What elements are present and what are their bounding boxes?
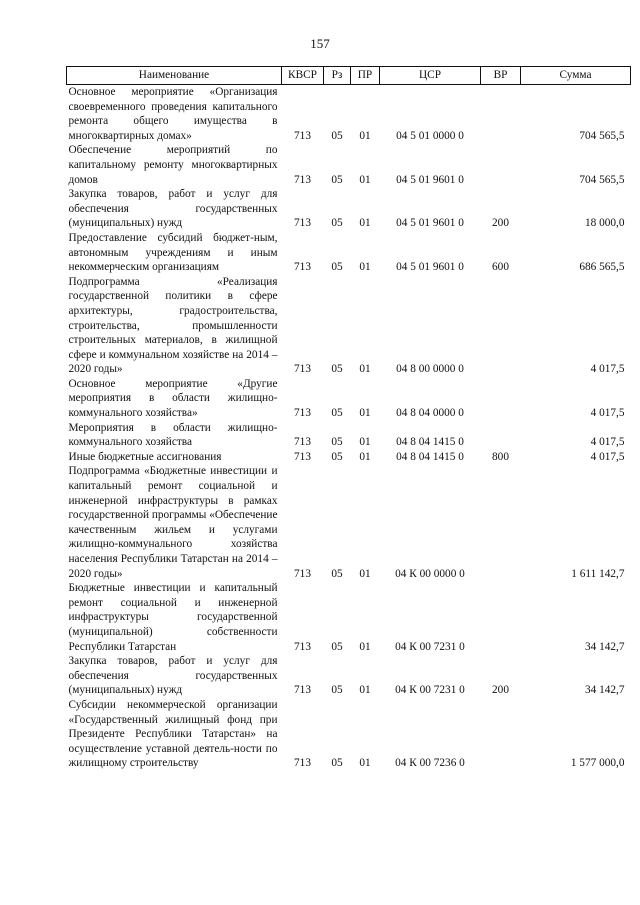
row-pr: 01 (359, 640, 371, 653)
row-csr: 04 К 00 7236 0 (395, 757, 465, 770)
row-sum: 4 017,5 (590, 407, 625, 420)
row-csr: 04 8 00 0000 0 (396, 363, 464, 376)
row-vr: 200 (492, 217, 509, 230)
row-vr (481, 377, 521, 421)
row-name: Основное мероприятие «Организация своевременного проведения капитального ремонта общего имущества в многоквартирных домах» (68, 86, 278, 142)
row-pr: 01 (359, 450, 371, 463)
row-pr: 01 (359, 363, 371, 376)
row-sum: 704 565,5 (579, 173, 625, 186)
row-name: Мероприятия в области жилищно-коммунального хозяйства (68, 421, 278, 449)
row-csr: 04 5 01 0000 0 (396, 129, 464, 142)
row-pr: 01 (359, 436, 371, 449)
row-name: Обеспечение мероприятий по капитальному ремонту многоквартирных домов (68, 144, 278, 186)
row-kvsr: 713 (294, 261, 311, 274)
row-pr: 01 (359, 173, 371, 186)
row-name: Закупка товаров, работ и услуг для обеспечения государственных (муниципальных) нужд (68, 188, 278, 230)
table-row (67, 421, 631, 450)
row-sum: 18 000,0 (584, 217, 625, 230)
row-rz: 05 (331, 436, 343, 449)
row-vr (481, 464, 521, 581)
row-csr: 04 8 04 1415 0 (396, 436, 464, 449)
row-rz: 05 (331, 450, 343, 463)
row-name: Предоставление субсидий бюджет-ным, автономным учреждениям и иным некоммерческим организациям (68, 231, 278, 274)
row-kvsr: 713 (294, 129, 311, 142)
row-vr (481, 581, 521, 654)
table-header-row (67, 67, 631, 85)
row-csr: 04 5 01 9601 0 (396, 173, 464, 186)
row-kvsr: 713 (294, 436, 311, 449)
row-vr (481, 143, 521, 187)
budget-table (66, 66, 631, 771)
row-rz: 05 (331, 684, 343, 697)
row-rz: 05 (331, 757, 343, 770)
table-row (67, 143, 631, 187)
row-kvsr: 713 (294, 173, 311, 186)
row-rz: 05 (331, 363, 343, 376)
row-sum: 4 017,5 (590, 363, 625, 376)
row-kvsr: 713 (294, 407, 311, 420)
row-name: Основное мероприятие «Другие мероприятия в области жилищно-коммунального хозяйства» (68, 377, 278, 420)
row-vr (481, 275, 521, 377)
header-csr: ЦСР (380, 67, 481, 85)
row-rz: 05 (331, 173, 343, 186)
row-pr: 01 (359, 217, 371, 230)
row-sum: 34 142,7 (584, 684, 625, 697)
row-rz: 05 (331, 129, 343, 142)
row-kvsr: 713 (294, 450, 311, 463)
row-sum: 4 017,5 (590, 450, 625, 463)
row-csr: 04 8 04 1415 0 (396, 450, 464, 463)
table-row (67, 464, 631, 581)
row-rz: 05 (331, 261, 343, 274)
row-name: Бюджетные инвестиции и капитальный ремонт социальной и инженерной инфраструктуры государственной (муниципальной) собственности Республики Татарстан (68, 582, 278, 653)
row-sum: 1 611 142,7 (571, 567, 625, 580)
table-row (67, 698, 631, 771)
row-kvsr: 713 (294, 757, 311, 770)
header-vr: ВР (481, 67, 521, 85)
row-pr: 01 (359, 567, 371, 580)
header-rz: Рз (324, 67, 351, 85)
row-pr: 01 (359, 684, 371, 697)
row-rz: 05 (331, 567, 343, 580)
row-pr: 01 (359, 129, 371, 142)
row-kvsr: 713 (294, 684, 311, 697)
table-row (67, 231, 631, 275)
header-name: Наименование (67, 67, 282, 85)
row-csr: 04 К 00 7231 0 (395, 684, 465, 697)
table-row (67, 187, 631, 231)
row-vr: 200 (492, 684, 509, 697)
table-row (67, 85, 631, 144)
row-kvsr: 713 (294, 363, 311, 376)
row-sum: 4 017,5 (590, 436, 625, 449)
row-kvsr: 713 (294, 217, 311, 230)
row-name: Субсидии некоммерческой организации «Государственный жилищный фонд при Президенте Республики Татарстан» на осуществление уставной деятель-ности по жилищному строительству (68, 698, 278, 770)
header-sum: Сумма (521, 67, 631, 85)
row-csr: 04 8 04 0000 0 (396, 407, 464, 420)
row-kvsr: 713 (294, 640, 311, 653)
row-vr (481, 698, 521, 771)
row-vr: 800 (492, 450, 509, 463)
header-kvsr: КВСР (282, 67, 324, 85)
row-pr: 01 (359, 757, 371, 770)
row-name: Иные бюджетные ассигнования (68, 450, 222, 463)
row-csr: 04 К 00 7231 0 (395, 640, 465, 653)
row-pr: 01 (359, 261, 371, 274)
row-vr: 600 (492, 261, 509, 274)
row-csr: 04 5 01 9601 0 (396, 261, 464, 274)
row-rz: 05 (331, 407, 343, 420)
row-rz: 05 (331, 640, 343, 653)
row-sum: 686 565,5 (579, 261, 625, 274)
row-csr: 04 К 00 0000 0 (395, 567, 465, 580)
table-row (67, 377, 631, 421)
row-name: Закупка товаров, работ и услуг для обеспечения государственных (муниципальных) нужд (68, 655, 278, 697)
row-sum: 704 565,5 (579, 129, 625, 142)
row-vr (481, 85, 521, 144)
row-name: Подпрограмма «Реализация государственной политики в сфере архитектуры, градостроительства, строительства, промышленности строительных материалов, в жилищной сфере и коммунальном хозяйстве на 2014 – 2020 годы» (68, 275, 278, 376)
table-row (67, 275, 631, 377)
row-pr: 01 (359, 407, 371, 420)
row-csr: 04 5 01 9601 0 (396, 217, 464, 230)
table-row (67, 450, 631, 465)
row-name: Подпрограмма «Бюджетные инвестиции и капитальный ремонт социальной и инженерной инфраструктуры в рамках государственной программы «Обеспечение качественным жильем и услугами жилищно-коммунального хозяйства населения Республики Татарстан на 2014 – 2020 годы» (68, 465, 278, 580)
row-sum: 34 142,7 (584, 640, 625, 653)
header-pr: ПР (351, 67, 380, 85)
row-sum: 1 577 000,0 (570, 757, 625, 770)
row-vr (481, 421, 521, 450)
row-rz: 05 (331, 217, 343, 230)
page-number: 157 (310, 36, 330, 51)
table-row (67, 654, 631, 698)
row-kvsr: 713 (294, 567, 311, 580)
table-row (67, 581, 631, 654)
